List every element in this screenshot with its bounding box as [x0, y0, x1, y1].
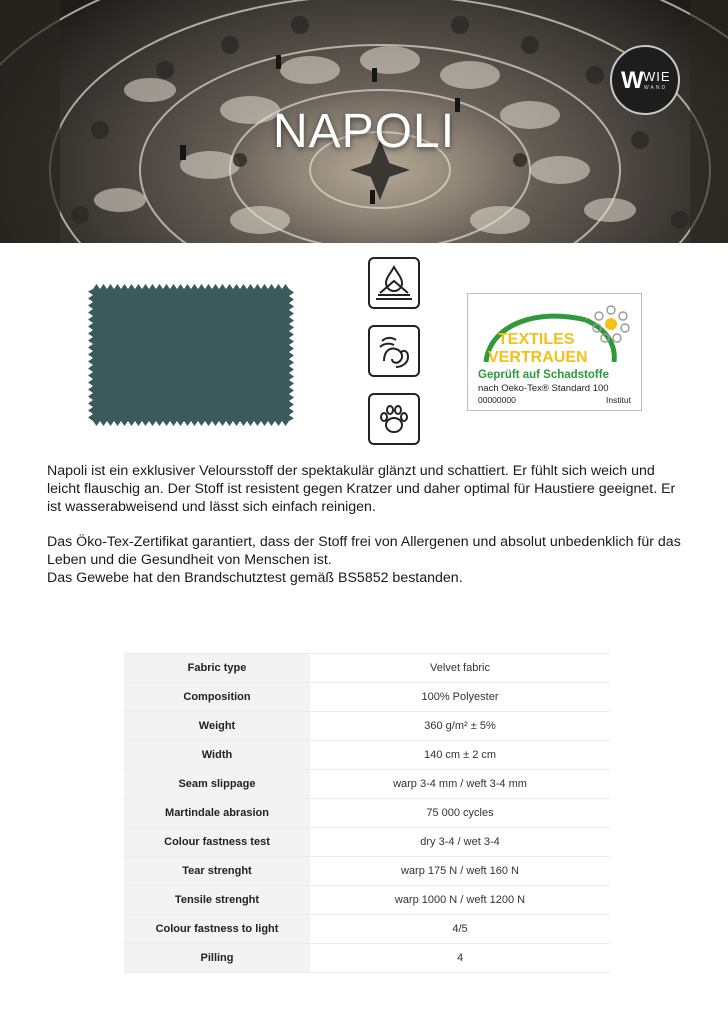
cert-institute: Institut — [605, 395, 631, 405]
spec-value: 4/5 — [310, 915, 610, 944]
spec-label: Martindale abrasion — [124, 799, 310, 828]
table-row — [124, 828, 610, 857]
flower-icon — [593, 306, 629, 342]
hero-banner — [0, 0, 728, 243]
cert-headline-2: VERTRAUEN — [488, 349, 588, 366]
table-row — [124, 654, 610, 683]
spec-label: Pilling — [124, 944, 310, 973]
spec-value: 75 000 cycles — [310, 799, 610, 828]
spec-value: 140 cm ± 2 cm — [310, 741, 610, 770]
table-row — [124, 799, 610, 828]
water-repellent-icon — [368, 257, 420, 309]
logo-subword: WAND — [644, 85, 668, 91]
spec-label: Seam slippage — [124, 770, 310, 799]
spec-value: 360 g/m² ± 5% — [310, 712, 610, 741]
cert-tested-line: Geprüft auf Schadstoffe — [478, 369, 609, 381]
logo-letter: W — [621, 67, 644, 94]
oeko-tex-label-graphic — [468, 294, 643, 369]
cert-headline-1: TEXTILES — [498, 331, 575, 348]
description-paragraph: Napoli ist ein exklusiver Veloursstoff der spektakulär glänzt und schattiert. Er fühlt sich weich und leicht flauschig an. Der Stoff ist resistent gegen Kratzer und daher optimal für Haustiere geeignet. Er ist wasserabweisend und lässt sich einfach reinigen. — [47, 463, 676, 515]
description-block — [47, 462, 687, 516]
soft-touch-icon — [368, 325, 420, 377]
cert-number: 00000000 — [478, 395, 516, 405]
cert-standard-line: nach Oeko-Tex® Standard 100 — [478, 383, 609, 394]
spec-value: 100% Polyester — [310, 683, 610, 712]
fabric-swatch — [88, 284, 294, 426]
spec-label: Weight — [124, 712, 310, 741]
spec-label: Colour fastness to light — [124, 915, 310, 944]
table-row — [124, 741, 610, 770]
certificate-paragraph: Das Öko-Tex-Zertifikat garantiert, dass der Stoff frei von Allergenen und absolut unbedenklich für das Leben und die Gesundheit von Menschen ist. — [47, 534, 681, 568]
spec-label: Tensile strenght — [124, 886, 310, 915]
spec-label: Colour fastness test — [124, 828, 310, 857]
oeko-tex-certificate — [467, 293, 642, 411]
spec-label: Composition — [124, 683, 310, 712]
spec-value: 4 — [310, 944, 610, 973]
table-row — [124, 712, 610, 741]
table-row — [124, 886, 610, 915]
table-row — [124, 683, 610, 712]
table-row — [124, 857, 610, 886]
table-row — [124, 770, 610, 799]
spec-label: Fabric type — [124, 654, 310, 683]
spec-value: warp 3-4 mm / weft 3-4 mm — [310, 770, 610, 799]
brand-logo — [610, 45, 680, 115]
fire-test-paragraph: Das Gewebe hat den Brandschutztest gemäß BS5852 bestanden. — [47, 570, 463, 586]
spec-label: Tear strenght — [124, 857, 310, 886]
table-row — [124, 915, 610, 944]
certificate-text-block — [47, 533, 687, 587]
paw-print-icon — [368, 393, 420, 445]
specification-table — [124, 653, 610, 973]
logo-word: WIE — [643, 69, 671, 84]
spec-value: Velvet fabric — [310, 654, 610, 683]
page-title: NAPOLI — [272, 105, 456, 158]
spec-label: Width — [124, 741, 310, 770]
spec-value: warp 175 N / weft 160 N — [310, 857, 610, 886]
spec-value: warp 1000 N / weft 1200 N — [310, 886, 610, 915]
spec-value: dry 3-4 / wet 3-4 — [310, 828, 610, 857]
table-row — [124, 944, 610, 973]
